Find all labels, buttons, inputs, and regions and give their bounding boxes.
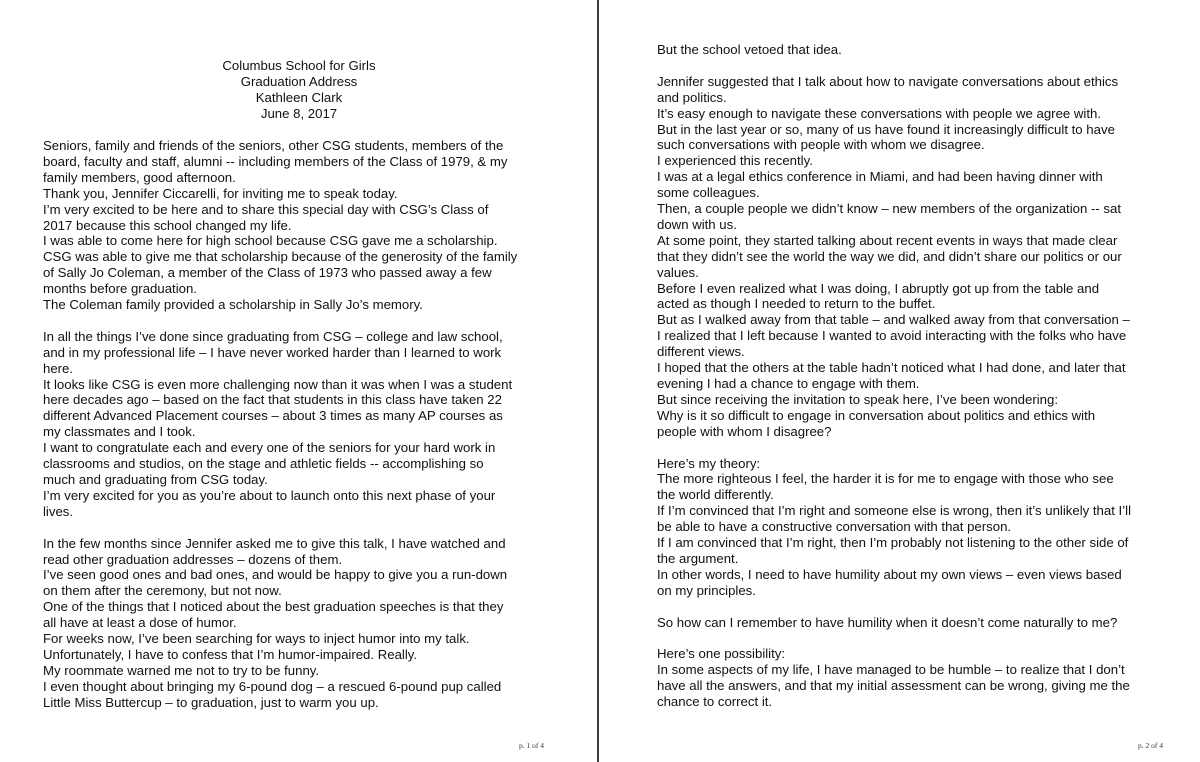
paragraph: But since receiving the invitation to speak here, I’ve been wondering: [657,391,1058,407]
school-name: Columbus School for Girls [222,58,376,73]
paragraph: If I’m convinced that I’m right and someone else is wrong, then it’s unlikely that I’ll be able to have a constructive conversation with that person. [657,503,1132,535]
page-1-body [43,138,573,711]
paragraph: I experienced this recently. [657,153,813,169]
paragraph: So how can I remember to have humility when it doesn’t come naturally to me? [657,614,1118,630]
paragraph: I’m very excited to be here and to share this special day with CSG’s Class of 2017 because this school changed my life. [43,201,489,233]
address-title: Graduation Address [240,73,358,89]
paragraph: In the few months since Jennifer asked me to give this talk, I have watched and read other graduation addresses – dozens of them. [43,535,506,567]
paragraph: In some aspects of my life, I have managed to be humble – to realize that I don’t have all the answers, and that my initial assessment can be wrong, giving me the chance to correct it. [657,662,1130,710]
paragraph: For weeks now, I’ve been searching for ways to inject humor into my talk. [43,631,470,647]
paragraph: Here’s one possibility: [657,646,786,662]
paragraph: I hoped that the others at the table hadn’t noticed what I had done, and later that evening I had a chance to engage with them. [657,360,1126,392]
paragraph: But as I walked away from that table – and walked away from that conversation – I realized that I left because I wanted to avoid interacting with the folks who have different views. [657,312,1130,360]
paragraph: Then, a couple people we didn’t know – new members of the organization -- sat down with us. [657,201,1122,232]
paragraph: Thank you, Jennifer Ciccarelli, for inviting me to speak today. [43,185,398,201]
paragraph-break [657,599,1177,615]
paragraph: In all the things I’ve done since graduating from CSG – college and law school, and in my professional life – I have never worked harder than I learned to work here. [43,328,503,376]
paragraph-break [657,440,1177,456]
paragraph-break [657,58,1177,74]
paragraph-break [657,630,1177,646]
paragraph: I’ve seen good ones and bad ones, and would be happy to give you a run-down on them after the ceremony, but not now. [43,567,508,599]
paragraph: I was at a legal ethics conference in Miami, and had been having dinner with some colleagues. [657,169,1103,201]
page-divider [597,0,599,762]
paragraph: My roommate warned me not to try to be funny. [43,662,320,678]
paragraph-break [43,313,573,329]
page-2-body [657,42,1177,710]
paragraph: But the school vetoed that idea. [657,42,842,57]
address-date: June 8, 2017 [260,105,338,121]
paragraph: I even thought about bringing my 6-pound dog – a rescued 6-pound pup called Little Miss Buttercup – to graduation, just to warm you up. [43,678,502,710]
paragraph: I’m very excited for you as you’re about to launch onto this next phase of your lives. [43,487,496,519]
paragraph: But in the last year or so, many of us have found it increasingly difficult to have such conversations with people with whom we disagree. [657,121,1115,153]
speaker-name: Kathleen Clark [255,89,343,105]
paragraph: If I am convinced that I’m right, then I’m probably not listening to the other side of the argument. [657,535,1129,566]
paragraph: At some point, they started talking about recent events in ways that made clear that they didn’t see the world the way we did, and didn’t share our politics or our values. [657,232,1122,280]
paragraph: It looks like CSG is even more challenging now than it was when I was a student here decades ago – based on the fact that students in this class have taken 22 different Advanced Placement courses – about 3 times as many AP courses as my classmates and I took. [43,376,513,440]
page-number: p. 1 of 4 [519,741,544,750]
paragraph: One of the things that I noticed about the best graduation speeches is that they all have at least a dose of humor. [43,599,504,631]
paragraph: It’s easy enough to navigate these conversations with people we agree with. [657,105,1102,121]
paragraph: Here’s my theory: [657,455,761,471]
paragraph-break [43,520,573,536]
paragraph: In other words, I need to have humility about my own views – even views based on my principles. [657,566,1122,598]
paragraph: The Coleman family provided a scholarship in Sally Jo’s memory. [43,297,423,313]
paragraph: I was able to come here for high school because CSG gave me a scholarship. [43,233,498,249]
paragraph: Seniors, family and friends of the seniors, other CSG students, members of the board, faculty and staff, alumni -- including members of the Class of 1979, & my family members, good afternoon. [43,138,508,185]
page-number: p. 2 of 4 [1138,741,1163,750]
paragraph: Before I even realized what I was doing, I abruptly got up from the table and acted as though I needed to return to the buffet. [657,280,1100,312]
paragraph: I want to congratulate each and every one of the seniors for your hard work in classrooms and studios, on the stage and athletic fields -- accomplishing so much and graduating from CSG today. [43,440,496,488]
paragraph: Jennifer suggested that I talk about how to navigate conversations about ethics and politics. [657,73,1119,105]
document-header [0,58,598,122]
paragraph: The more righteous I feel, the harder it is for me to engage with those who see the world differently. [657,471,1114,503]
paragraph: CSG was able to give me that scholarship because of the generosity of the family of Sally Jo Coleman, a member of the Class of 1973 who passed away a few months before graduation. [43,249,518,297]
paragraph: Unfortunately, I have to confess that I’m humor-impaired. Really. [43,646,418,662]
paragraph: Why is it so difficult to engage in conversation about politics and ethics with people with whom I disagree? [657,407,1096,439]
